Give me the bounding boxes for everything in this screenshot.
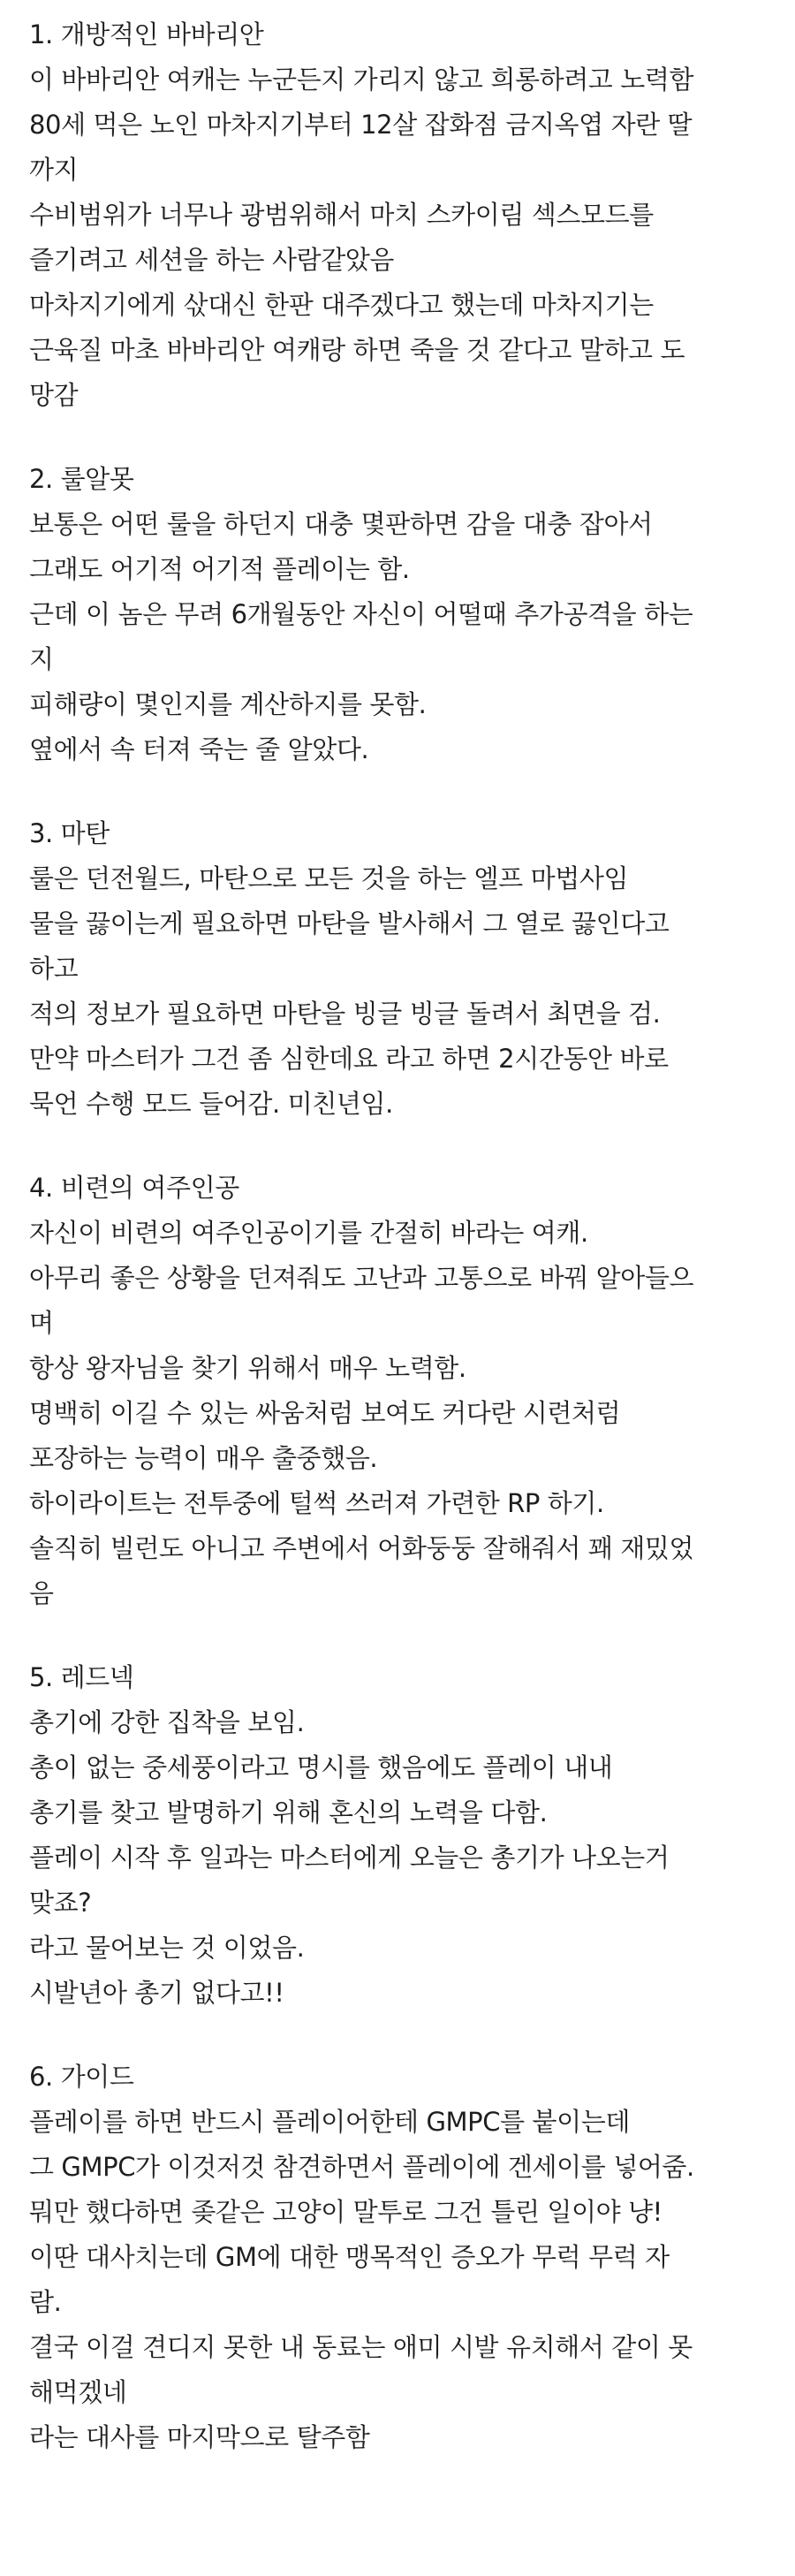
section-title: 2. 룰알못 [29,464,134,494]
body-line: 하고 [29,954,79,984]
section-title: 4. 비련의 여주인공 [29,1173,239,1203]
body-line: 항상 왕자님을 찾기 위해서 매우 노력함. [29,1353,466,1383]
body-line: 시발년아 총기 없다고!! [29,1978,284,2008]
body-line: 룰은 던전월드, 마탄으로 모든 것을 하는 엘프 마법사임 [29,863,629,893]
body-line: 보통은 어떤 룰을 하던지 대충 몇판하면 감을 대충 잡아서 [29,509,653,539]
body-line: 총이 없는 중세풍이라고 명시를 했음에도 플레이 내내 [29,1752,613,1782]
body-line: 묵언 수행 모드 들어감. 미친년임. [29,1089,393,1119]
body-line: 총기를 찾고 발명하기 위해 혼신의 노력을 다함. [29,1797,548,1828]
body-line: 포장하는 능력이 매우 출중했음. [29,1443,378,1473]
body-line: 즐기려고 세션을 하는 사람같았음 [29,245,395,275]
body-line: 명백히 이길 수 있는 싸움처럼 보여도 커다란 시련처럼 [29,1398,621,1428]
body-line: 솔직히 빌런도 아니고 주변에서 어화둥둥 잘해줘서 꽤 재밌었 [29,1533,694,1563]
section-5 [29,1655,768,2016]
body-line: 까지 [29,155,79,185]
body-line: 이딴 대사치는데 GM에 대한 맹목적인 증오가 무럭 무럭 자 [29,2242,670,2272]
body-line: 아무리 좋은 상황을 던져줘도 고난과 고통으로 바꿔 알아들으 [29,1263,694,1293]
section-title: 6. 가이드 [29,2062,134,2092]
body-line: 망감 [29,380,79,410]
body-line: 뭐만 했다하면 좆같은 고양이 말투로 그건 틀린 일이야 냥! [29,2197,662,2227]
body-line: 라고 물어보는 것 이었음. [29,1933,305,1963]
body-line: 그래도 어기적 어기적 플레이는 함. [29,554,410,584]
body-line: 피해량이 몇인지를 계산하지를 못함. [29,689,427,719]
body-line: 물을 끓이는게 필요하면 마탄을 발사해서 그 열로 끓인다고 [29,908,670,938]
section-3 [29,811,768,1127]
section-title: 5. 레드넥 [29,1662,134,1692]
body-line: 자신이 비련의 여주인공이기를 간절히 바라는 여캐. [29,1218,588,1248]
body-line: 그 GMPC가 이것저것 참견하면서 플레이에 겐세이를 넣어줌. [29,2152,694,2182]
body-line: 람. [29,2287,62,2317]
body-line: 옆에서 속 터져 죽는 줄 알았다. [29,734,369,764]
section-1 [29,12,768,418]
section-4 [29,1166,768,1616]
body-line: 총기에 강한 집착을 보임. [29,1707,305,1737]
body-line: 수비범위가 너무나 광범위해서 마치 스카이림 섹스모드를 [29,200,654,230]
section-2 [29,457,768,772]
section-title: 3. 마탄 [29,818,110,848]
body-line: 라는 대사를 마지막으로 탈주함 [29,2422,370,2452]
body-line: 적의 정보가 필요하면 마탄을 빙글 빙글 돌려서 최면을 검. [29,999,661,1029]
body-line: 플레이를 하면 반드시 플레이어한테 GMPC를 붙이는데 [29,2107,631,2137]
body-line: 해먹겠네 [29,2377,127,2407]
body-line: 맞죠? [29,1888,92,1918]
section-6 [29,2055,768,2460]
body-line: 며 [29,1308,54,1338]
body-line: 근육질 마초 바바리안 여캐랑 하면 죽을 것 같다고 말하고 도 [29,335,685,365]
body-line: 하이라이트는 전투중에 털썩 쓰러져 가련한 RP 하기. [29,1488,604,1518]
section-title: 1. 개방적인 바바리안 [29,19,264,49]
body-line: 근데 이 놈은 무려 6개월동안 자신이 어떨때 추가공격을 하는 [29,599,693,629]
body-line: 플레이 시작 후 일과는 마스터에게 오늘은 총기가 나오는거 [29,1843,670,1873]
body-line: 이 바바리안 여캐는 누군든지 가리지 않고 희롱하려고 노력함 [29,65,694,95]
body-line: 음 [29,1578,54,1608]
body-line: 만약 마스터가 그건 좀 심한데요 라고 하면 2시간동안 바로 [29,1044,669,1074]
body-line: 결국 이걸 견디지 못한 내 동료는 애미 시발 유치해서 같이 못 [29,2332,693,2362]
body-line: 지 [29,644,54,674]
body-line: 80세 먹은 노인 마차지기부터 12살 잡화점 금지옥엽 자란 딸 [29,110,693,140]
body-line: 마차지기에게 삯대신 한판 대주겠다고 했는데 마차지기는 [29,290,654,320]
